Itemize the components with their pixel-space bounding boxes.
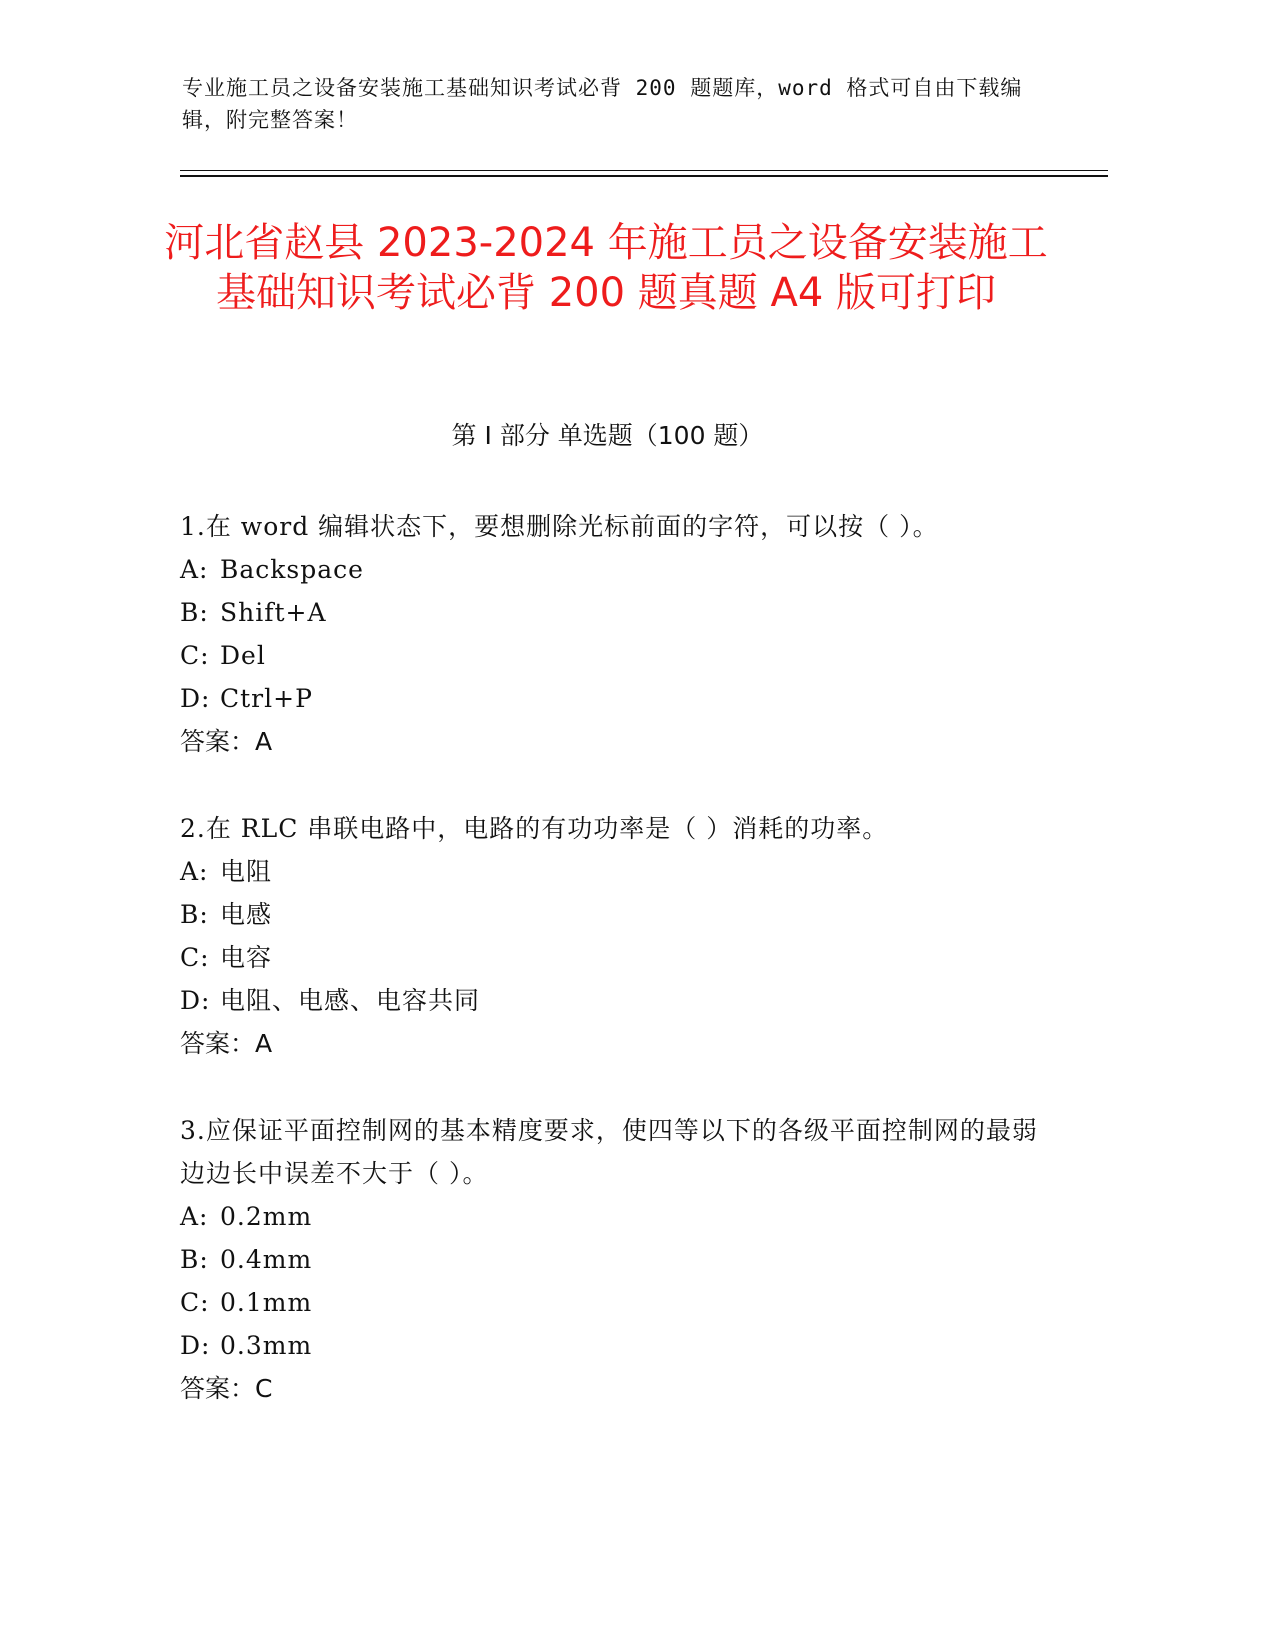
option-key: D: — [180, 986, 211, 1015]
header-rule-thick — [180, 175, 1108, 177]
option-text: 电容 — [220, 943, 273, 972]
option-c — [180, 634, 1060, 677]
option-key: C: — [180, 943, 210, 972]
option-key: D: — [180, 1331, 211, 1360]
option-text: 电阻 — [220, 857, 273, 886]
option-key: C: — [180, 641, 210, 670]
option-b — [180, 591, 1060, 634]
option-b — [180, 893, 1060, 936]
option-d — [180, 1324, 1060, 1367]
answer: 答案：C — [180, 1374, 273, 1403]
answer: 答案：A — [180, 1029, 273, 1058]
option-text: 0.1mm — [220, 1288, 313, 1317]
option-text: 0.4mm — [220, 1245, 313, 1274]
header-note: 专业施工员之设备安装施工基础知识考试必背 200 题题库，word 格式可自由下载编辑，附完整答案！ — [182, 76, 1023, 132]
question-1 — [180, 505, 1060, 763]
option-text: 0.3mm — [220, 1331, 313, 1360]
option-a — [180, 1195, 1060, 1238]
question-stem: 3.应保证平面控制网的基本精度要求，使四等以下的各级平面控制网的最弱边边长中误差不大于（ ）。 — [180, 1116, 1038, 1188]
option-c — [180, 936, 1060, 979]
option-a — [180, 850, 1060, 893]
option-d — [180, 677, 1060, 720]
option-a — [180, 548, 1060, 591]
option-key: B: — [180, 900, 209, 929]
document-title: 河北省赵县 2023-2024 年施工员之设备安装施工基础知识考试必背 200 题真题 A4 版可打印 — [164, 220, 1048, 316]
option-key: A: — [180, 857, 209, 886]
option-b — [180, 1238, 1060, 1281]
section-heading: 第 I 部分 单选题（100 题） — [451, 421, 764, 450]
option-text: Shift+A — [220, 598, 327, 627]
question-2 — [180, 807, 1060, 1065]
option-c — [180, 1281, 1060, 1324]
option-key: A: — [180, 1202, 209, 1231]
option-key: B: — [180, 598, 209, 627]
answer: 答案：A — [180, 727, 273, 756]
question-3 — [180, 1109, 1060, 1410]
option-key: A: — [180, 555, 209, 584]
question-stem: 1.在 word 编辑状态下，要想删除光标前面的字符，可以按（ ）。 — [180, 512, 939, 541]
option-text: Ctrl+P — [220, 684, 313, 713]
question-stem: 2.在 RLC 串联电路中，电路的有功功率是（ ）消耗的功率。 — [180, 814, 889, 843]
option-key: C: — [180, 1288, 210, 1317]
option-d — [180, 979, 1060, 1022]
option-text: 电阻、电感、电容共同 — [220, 986, 481, 1015]
option-key: D: — [180, 684, 211, 713]
option-text: Del — [220, 641, 266, 670]
option-text: 0.2mm — [220, 1202, 313, 1231]
option-text: 电感 — [220, 900, 273, 929]
option-key: B: — [180, 1245, 209, 1274]
header-rule-thin — [180, 170, 1108, 171]
question-list — [180, 505, 1060, 1454]
option-text: Backspace — [220, 555, 364, 584]
